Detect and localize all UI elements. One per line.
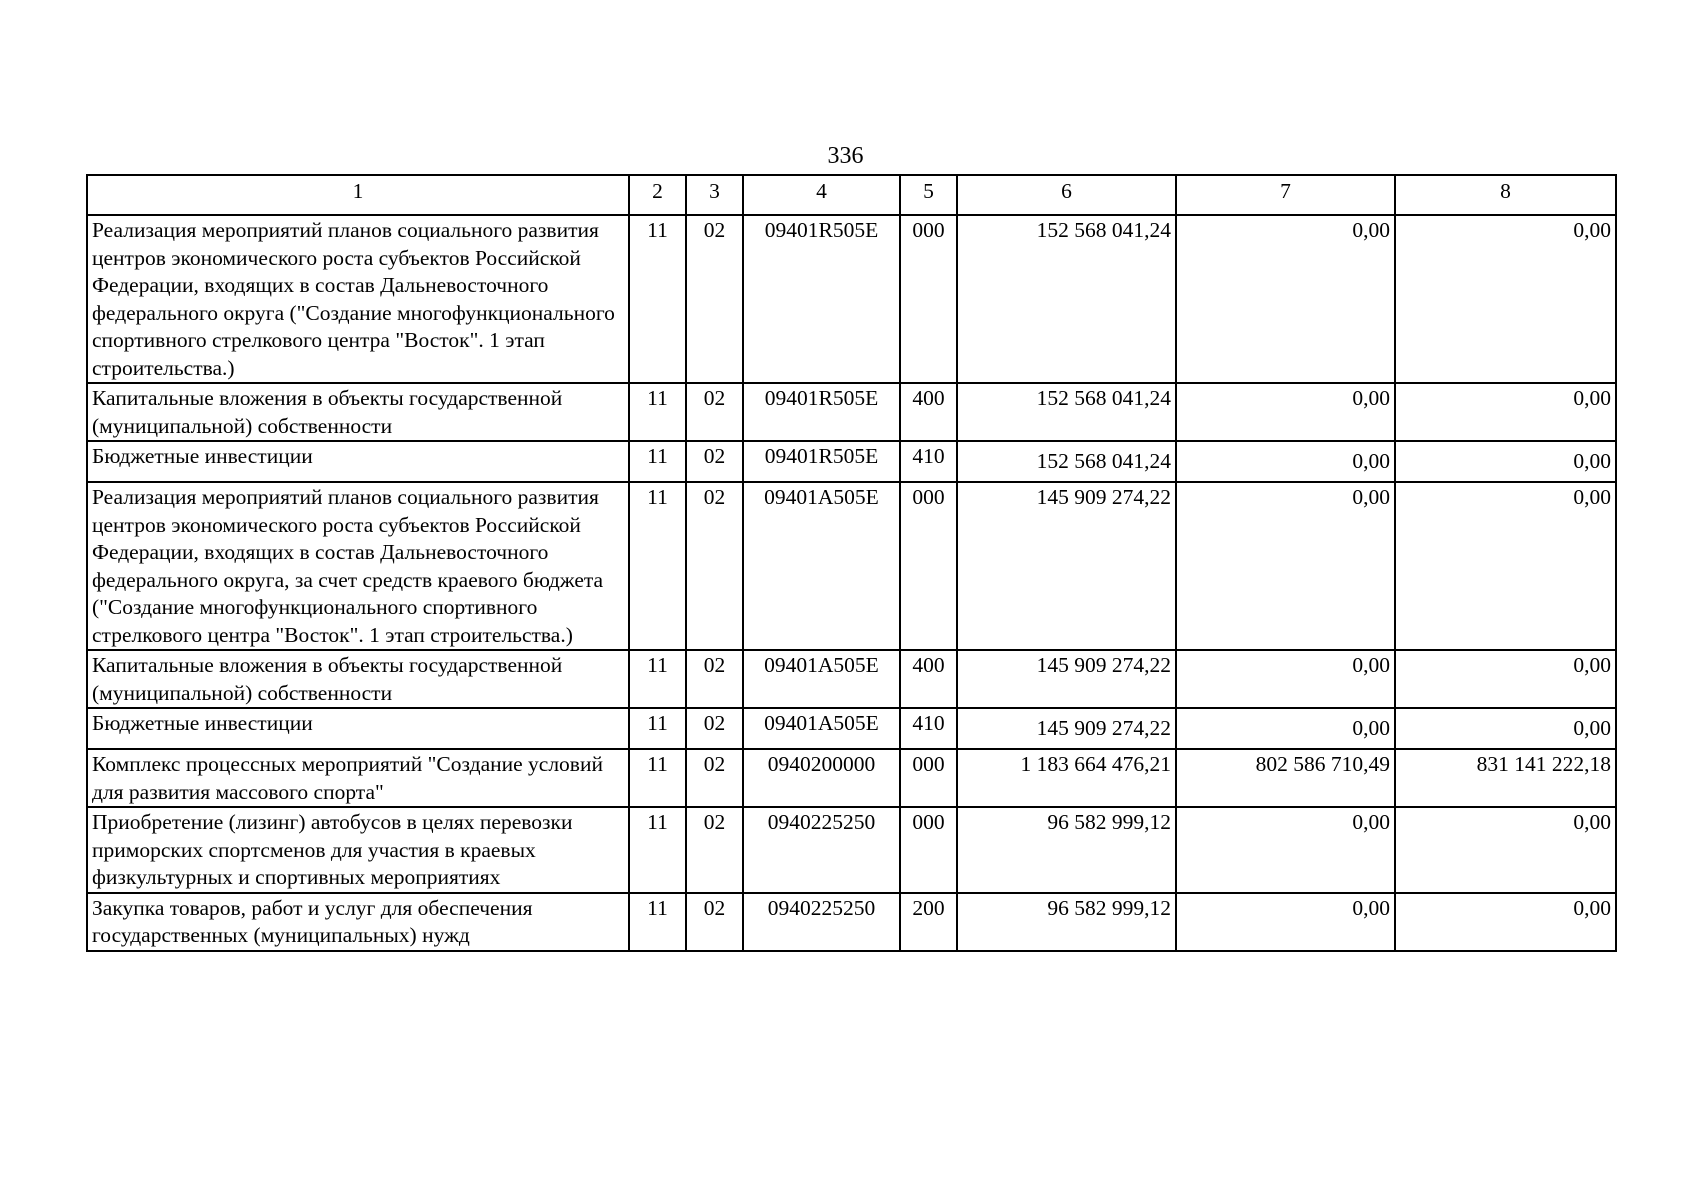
row-amount-col6: 96 582 999,12 bbox=[957, 807, 1176, 893]
header-row bbox=[87, 175, 1616, 215]
row-amount-col8: 0,00 bbox=[1395, 441, 1616, 482]
row-target-code: 09401A505E bbox=[743, 708, 900, 749]
row-target-code: 0940200000 bbox=[743, 749, 900, 807]
header-col-8: 8 bbox=[1395, 175, 1616, 215]
row-name: Капитальные вложения в объекты государственной (муниципальной) собственности bbox=[87, 383, 629, 441]
row-amount-col6: 145 909 274,22 bbox=[957, 650, 1176, 708]
row-amount-col7: 0,00 bbox=[1176, 482, 1395, 650]
row-amount-col8: 0,00 bbox=[1395, 893, 1616, 951]
row-expense-type: 000 bbox=[900, 215, 957, 383]
row-section: 11 bbox=[629, 807, 686, 893]
row-amount-col8: 0,00 bbox=[1395, 807, 1616, 893]
row-expense-type: 000 bbox=[900, 807, 957, 893]
row-amount-col7: 0,00 bbox=[1176, 441, 1395, 482]
row-subsection: 02 bbox=[686, 893, 743, 951]
table-row bbox=[87, 650, 1616, 708]
row-expense-type: 000 bbox=[900, 749, 957, 807]
row-amount-col8: 0,00 bbox=[1395, 383, 1616, 441]
row-amount-col6: 1 183 664 476,21 bbox=[957, 749, 1176, 807]
row-section: 11 bbox=[629, 650, 686, 708]
row-target-code: 09401A505E bbox=[743, 482, 900, 650]
row-section: 11 bbox=[629, 441, 686, 482]
row-section: 11 bbox=[629, 383, 686, 441]
row-name: Бюджетные инвестиции bbox=[87, 708, 629, 749]
row-amount-col8: 0,00 bbox=[1395, 482, 1616, 650]
row-target-code: 09401R505E bbox=[743, 383, 900, 441]
row-target-code: 0940225250 bbox=[743, 893, 900, 951]
row-target-code: 09401R505E bbox=[743, 441, 900, 482]
header-col-6: 6 bbox=[957, 175, 1176, 215]
row-amount-col6: 96 582 999,12 bbox=[957, 893, 1176, 951]
header-col-3: 3 bbox=[686, 175, 743, 215]
budget-table bbox=[86, 174, 1617, 952]
row-target-code: 09401A505E bbox=[743, 650, 900, 708]
row-amount-col8: 0,00 bbox=[1395, 650, 1616, 708]
page-number: 336 bbox=[827, 143, 864, 169]
table-row bbox=[87, 893, 1616, 951]
table-row bbox=[87, 441, 1616, 482]
row-section: 11 bbox=[629, 215, 686, 383]
header-col-5: 5 bbox=[900, 175, 957, 215]
table-row bbox=[87, 749, 1616, 807]
row-amount-col7: 0,00 bbox=[1176, 383, 1395, 441]
header-col-7: 7 bbox=[1176, 175, 1395, 215]
row-expense-type: 000 bbox=[900, 482, 957, 650]
row-amount-col8: 831 141 222,18 bbox=[1395, 749, 1616, 807]
row-name: Закупка товаров, работ и услуг для обеспечения государственных (муниципальных) нужд bbox=[87, 893, 629, 951]
row-section: 11 bbox=[629, 893, 686, 951]
row-subsection: 02 bbox=[686, 650, 743, 708]
table-row bbox=[87, 708, 1616, 749]
header-col-4: 4 bbox=[743, 175, 900, 215]
table-row bbox=[87, 383, 1616, 441]
row-amount-col8: 0,00 bbox=[1395, 215, 1616, 383]
row-section: 11 bbox=[629, 749, 686, 807]
row-section: 11 bbox=[629, 708, 686, 749]
row-name: Приобретение (лизинг) автобусов в целях перевозки приморских спортсменов для участия в краевых физкультурных и спортивных мероприятиях bbox=[87, 807, 629, 893]
header-col-1: 1 bbox=[87, 175, 629, 215]
row-amount-col6: 145 909 274,22 bbox=[957, 708, 1176, 749]
row-subsection: 02 bbox=[686, 807, 743, 893]
row-name: Комплекс процессных мероприятий "Создание условий для развития массового спорта" bbox=[87, 749, 629, 807]
row-expense-type: 410 bbox=[900, 441, 957, 482]
row-expense-type: 200 bbox=[900, 893, 957, 951]
row-expense-type: 400 bbox=[900, 650, 957, 708]
row-amount-col6: 145 909 274,22 bbox=[957, 482, 1176, 650]
row-amount-col7: 0,00 bbox=[1176, 215, 1395, 383]
row-subsection: 02 bbox=[686, 441, 743, 482]
row-amount-col6: 152 568 041,24 bbox=[957, 215, 1176, 383]
row-target-code: 09401R505E bbox=[743, 215, 900, 383]
table-row bbox=[87, 807, 1616, 893]
row-amount-col8: 0,00 bbox=[1395, 708, 1616, 749]
row-expense-type: 410 bbox=[900, 708, 957, 749]
row-expense-type: 400 bbox=[900, 383, 957, 441]
row-amount-col6: 152 568 041,24 bbox=[957, 441, 1176, 482]
row-subsection: 02 bbox=[686, 482, 743, 650]
table-row bbox=[87, 482, 1616, 650]
row-name: Капитальные вложения в объекты государственной (муниципальной) собственности bbox=[87, 650, 629, 708]
row-section: 11 bbox=[629, 482, 686, 650]
row-subsection: 02 bbox=[686, 215, 743, 383]
row-subsection: 02 bbox=[686, 749, 743, 807]
row-amount-col7: 0,00 bbox=[1176, 650, 1395, 708]
row-amount-col6: 152 568 041,24 bbox=[957, 383, 1176, 441]
row-subsection: 02 bbox=[686, 383, 743, 441]
row-name: Реализация мероприятий планов социального развития центров экономического роста субъектов Российской Федерации, входящих в состав Дальневосточного федерального округа, за счет средств краевого бюджета ("Создание многофункционального спортивного стрелкового центра "Восток". 1 этап строительства.) bbox=[87, 482, 629, 650]
row-amount-col7: 0,00 bbox=[1176, 893, 1395, 951]
row-name: Реализация мероприятий планов социального развития центров экономического роста субъектов Российской Федерации, входящих в состав Дальневосточного федерального округа ("Создание многофункционального спортивного стрелкового центра "Восток". 1 этап строительства.) bbox=[87, 215, 629, 383]
row-amount-col7: 0,00 bbox=[1176, 807, 1395, 893]
header-col-2: 2 bbox=[629, 175, 686, 215]
table-row bbox=[87, 215, 1616, 383]
row-subsection: 02 bbox=[686, 708, 743, 749]
row-amount-col7: 0,00 bbox=[1176, 708, 1395, 749]
row-amount-col7: 802 586 710,49 bbox=[1176, 749, 1395, 807]
row-target-code: 0940225250 bbox=[743, 807, 900, 893]
row-name: Бюджетные инвестиции bbox=[87, 441, 629, 482]
